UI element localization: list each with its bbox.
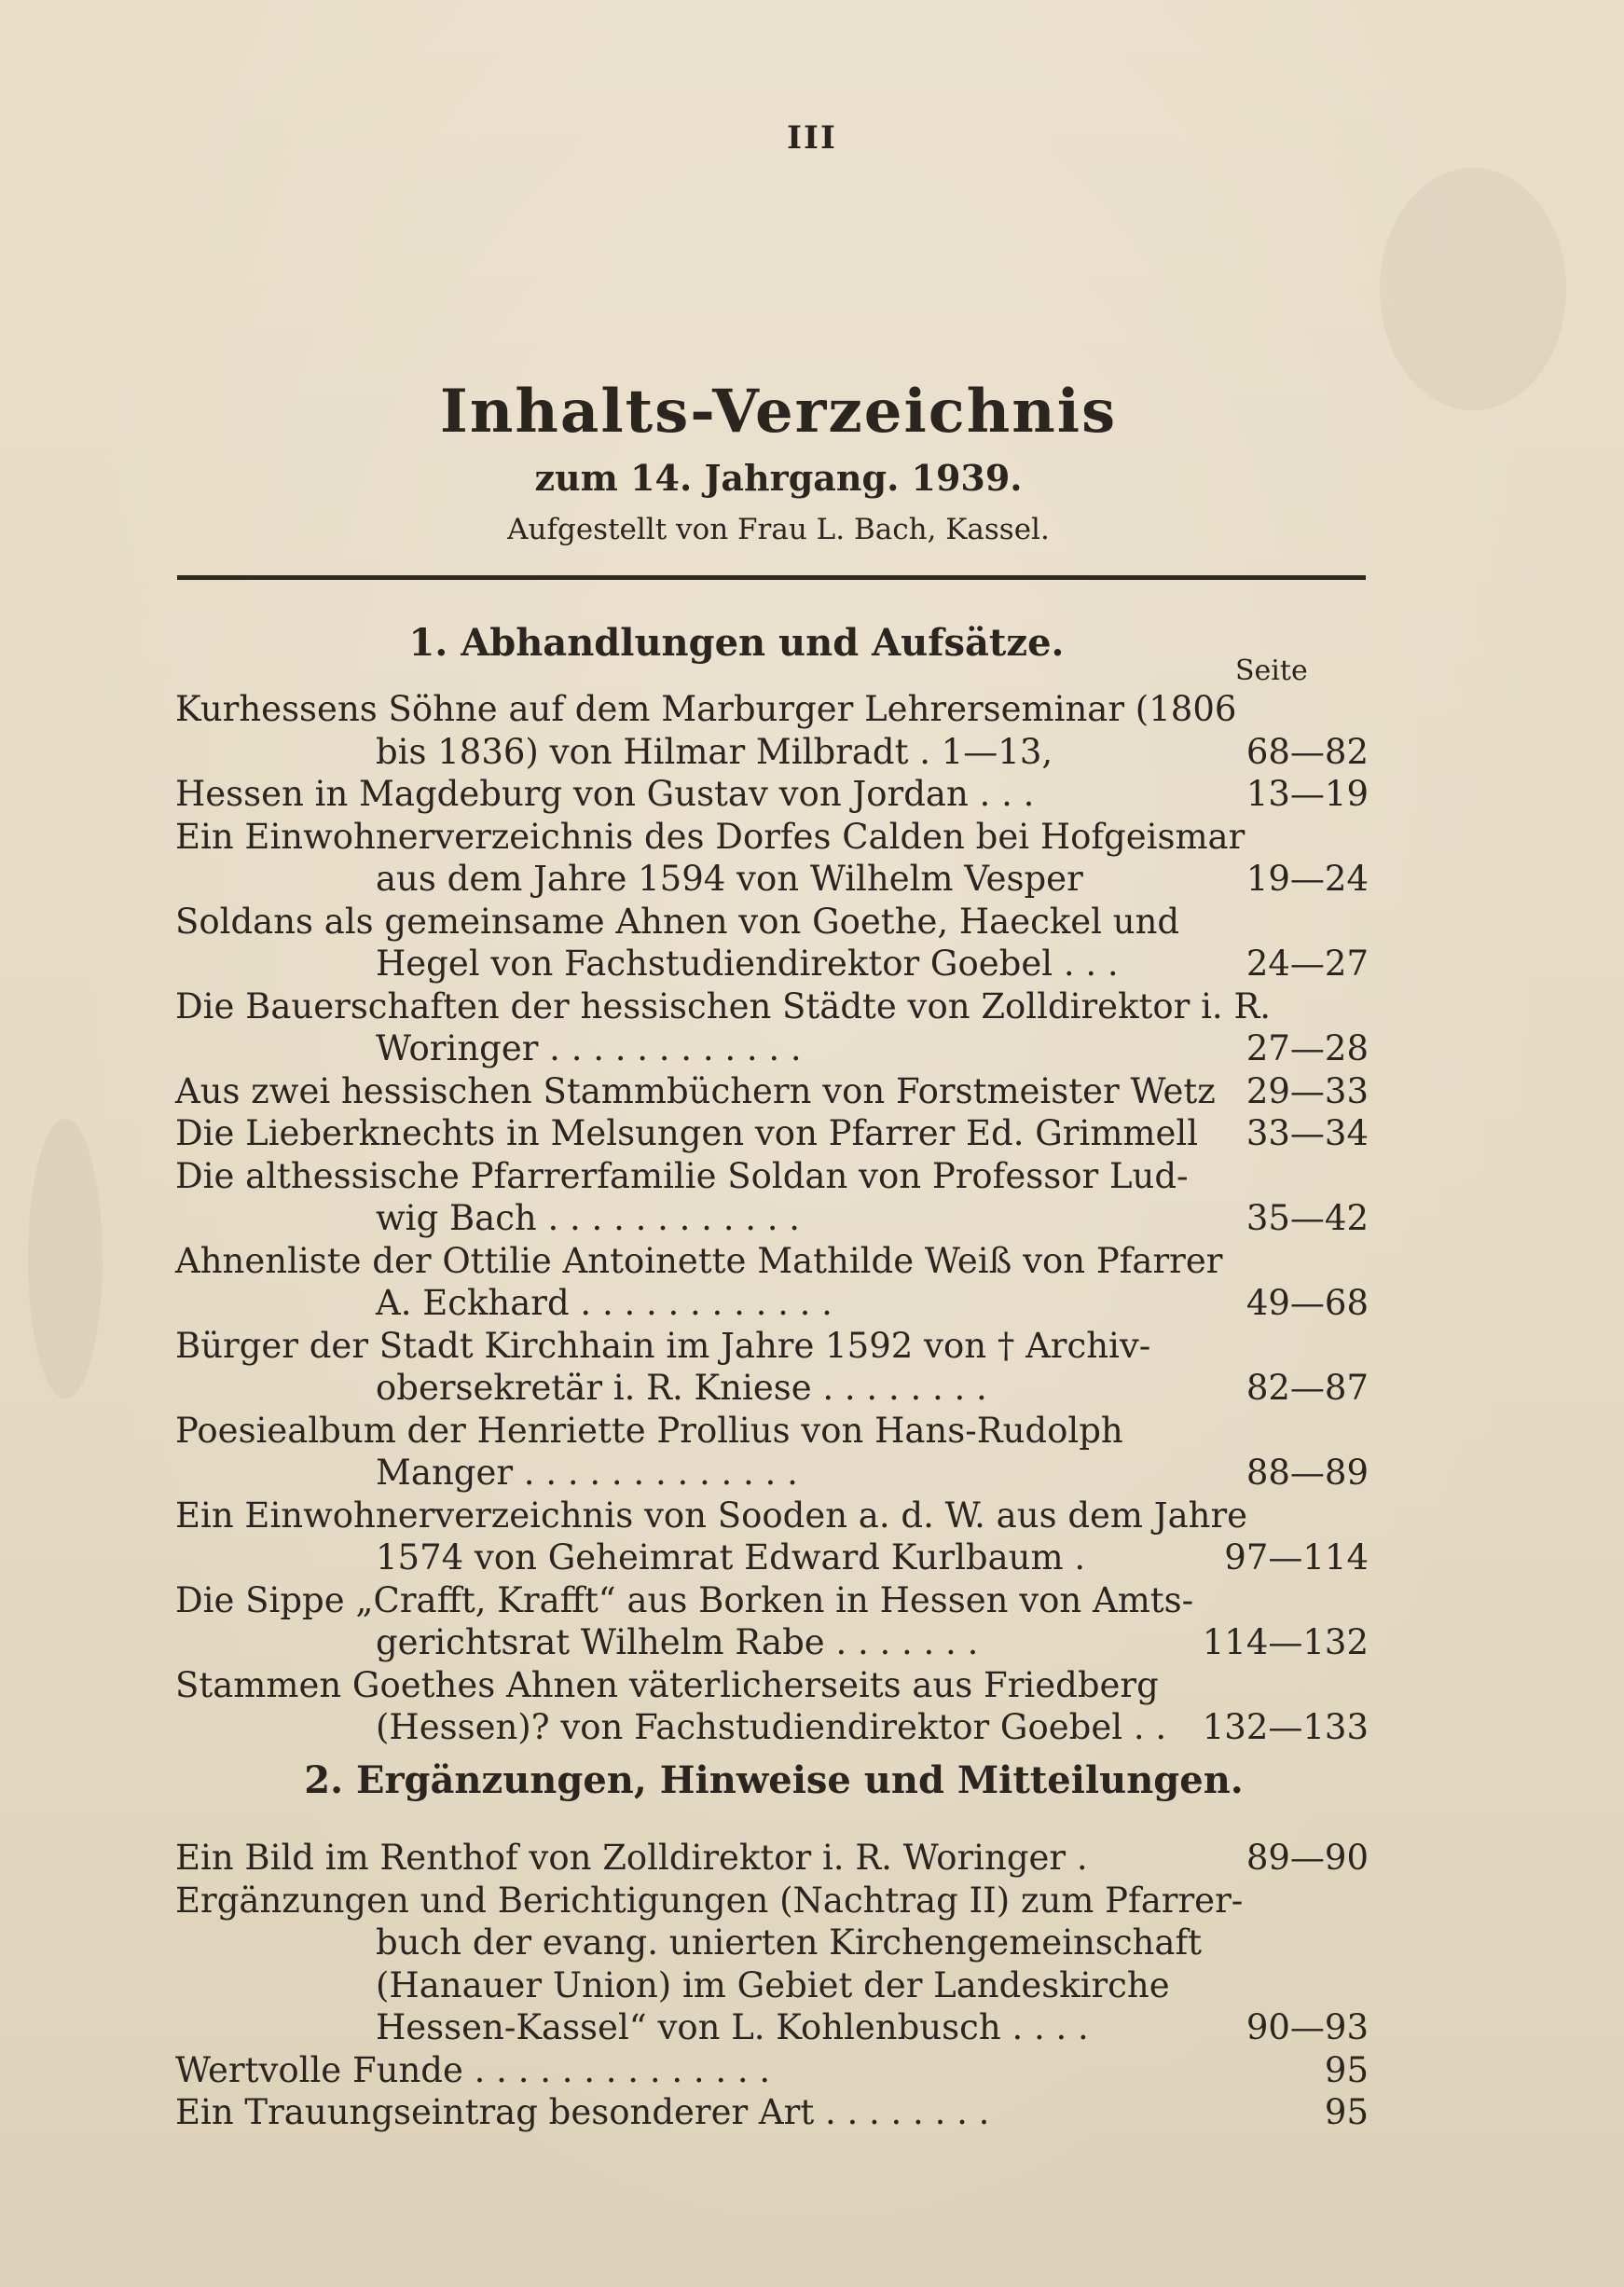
- toc-entry-text: buch der evang. unierten Kirchengemeinschaft: [376, 1922, 1203, 1963]
- toc-entry-line: [175, 858, 1369, 901]
- toc-entry-line: [175, 1664, 1369, 1707]
- toc-entry-line: [175, 2091, 1369, 2134]
- toc-entry-line: [175, 1837, 1369, 1880]
- toc-entry-line: [175, 1536, 1369, 1579]
- toc-entry-page: 82—87: [1246, 1368, 1369, 1408]
- page-column-label: Seite: [1235, 654, 1308, 687]
- toc-entry-line: [175, 1964, 1369, 2007]
- subtitle: zum 14. Jahrgang. 1939.: [534, 457, 1023, 499]
- toc-entry-text: Die althessische Pfarrerfamilie Soldan von Professor Lud-: [175, 1155, 1189, 1196]
- toc-entry-text: Soldans als gemeinsame Ahnen von Goethe, Haeckel und: [175, 901, 1180, 942]
- toc-entry-text: 1574 von Geheimrat Edward Kurlbaum .: [376, 1537, 1086, 1577]
- toc-section-1: [175, 688, 1369, 1749]
- toc-entry-page: 68—82: [1246, 731, 1369, 772]
- toc-entry-text: Stammen Goethes Ahnen väterlicherseits aus Friedberg: [175, 1664, 1159, 1705]
- compiler-line: Aufgestellt von Frau L. Bach, Kassel.: [507, 513, 1050, 546]
- toc-entry-text: Ein Trauungseintrag besonderer Art . . . . . . . .: [175, 2092, 990, 2132]
- toc-entry-page: 132—133: [1202, 1707, 1369, 1747]
- toc-entry-line: [175, 1325, 1369, 1368]
- toc-entry-page: 89—90: [1246, 1838, 1369, 1878]
- toc-entry-text: Ein Einwohnerverzeichnis von Sooden a. d. W. aus dem Jahre: [175, 1495, 1248, 1536]
- toc-entry-line: [175, 1706, 1369, 1749]
- toc-entry-page: 13—19: [1246, 774, 1369, 814]
- toc-entry-line: [175, 1579, 1369, 1622]
- toc-entry-text: aus dem Jahre 1594 von Wilhelm Vesper: [376, 859, 1083, 899]
- toc-entry-text: Hessen-Kassel“ von L. Kohlenbusch . . . .: [376, 2007, 1089, 2047]
- toc-entry-line: [175, 1197, 1369, 1240]
- toc-entry-page: 95: [1324, 2092, 1369, 2132]
- toc-entry-page: 29—33: [1246, 1070, 1369, 1111]
- toc-entry-page: 24—27: [1246, 944, 1369, 984]
- toc-entry-page: 90—93: [1246, 2007, 1369, 2047]
- toc-entry-text: A. Eckhard . . . . . . . . . . . .: [376, 1283, 833, 1323]
- toc-entry-line: [175, 1240, 1369, 1283]
- page-title: Inhalts-Verzeichnis: [439, 377, 1118, 447]
- section-heading: 1. Abhandlungen und Aufsätze.: [408, 621, 1065, 665]
- toc-entry-line: [175, 1112, 1369, 1155]
- toc-entry-text: Die Bauerschaften der hessischen Städte von Zolldirektor i. R.: [175, 985, 1272, 1026]
- page-number: III: [787, 119, 837, 157]
- toc-entry-text: (Hanauer Union) im Gebiet der Landeskirche: [376, 1964, 1170, 2005]
- toc-entry-page: 49—68: [1246, 1283, 1369, 1323]
- toc-entry-text: wig Bach . . . . . . . . . . . .: [376, 1198, 801, 1238]
- toc-entry-page: 114—132: [1202, 1622, 1369, 1662]
- toc-entry-line: [175, 1410, 1369, 1453]
- toc-entry-text: Woringer . . . . . . . . . . . .: [376, 1028, 802, 1068]
- toc-entry-line: [175, 2006, 1369, 2049]
- toc-entry-text: Hegel von Fachstudiendirektor Goebel . . .: [376, 944, 1119, 984]
- toc-entry-text: Aus zwei hessischen Stammbüchern von Forstmeister Wetz: [175, 1070, 1216, 1111]
- paper-stain: [28, 1119, 103, 1398]
- toc-entry-line: [175, 688, 1369, 731]
- toc-entry-text: Ahnenliste der Ottilie Antoinette Mathilde Weiß von Pfarrer: [175, 1240, 1223, 1281]
- toc-entry-text: Die Lieberknechts in Melsungen von Pfarrer Ed. Grimmell: [175, 1113, 1199, 1153]
- toc-entry-line: [175, 985, 1369, 1028]
- toc-entry-page: 19—24: [1246, 859, 1369, 899]
- toc-entry-line: [175, 1070, 1369, 1113]
- toc-entry-text: Manger . . . . . . . . . . . . .: [376, 1453, 798, 1493]
- toc-entry-page: 33—34: [1246, 1113, 1369, 1153]
- toc-entry-line: [175, 1922, 1369, 1964]
- toc-entry-text: Die Sippe „Crafft, Krafft“ aus Borken in Hessen von Amts-: [175, 1579, 1194, 1620]
- toc-entry-page: 27—28: [1246, 1028, 1369, 1068]
- toc-entry-line: [175, 1452, 1369, 1495]
- toc-entry-line: [175, 2049, 1369, 2092]
- toc-entry-text: gerichtsrat Wilhelm Rabe . . . . . . .: [376, 1622, 979, 1662]
- toc-entry-line: [175, 1495, 1369, 1537]
- toc-entry-text: Ein Bild im Renthof von Zolldirektor i. R. Woringer .: [175, 1838, 1088, 1878]
- toc-entry-line: [175, 943, 1369, 985]
- toc-section-2: [175, 1837, 1369, 2134]
- toc-entry-page: 88—89: [1246, 1453, 1369, 1493]
- toc-entry-line: [175, 1880, 1369, 1922]
- toc-entry-line: [175, 731, 1369, 774]
- divider-rule: [177, 575, 1366, 580]
- toc-entry-page: 35—42: [1246, 1198, 1369, 1238]
- toc-entry-line: [175, 1027, 1369, 1070]
- paper-stain: [1380, 168, 1566, 410]
- toc-entry-text: Ergänzungen und Berichtigungen (Nachtrag II) zum Pfarrer-: [175, 1880, 1244, 1921]
- toc-entry-line: [175, 1367, 1369, 1410]
- title-block: [177, 373, 1380, 550]
- toc-entry-line: [175, 1282, 1369, 1325]
- toc-entry-page: 95: [1324, 2049, 1369, 2090]
- section-heading: 2. Ergänzungen, Hinweise und Mitteilungen.: [304, 1758, 1244, 1802]
- toc-entry-line: [175, 1621, 1369, 1664]
- toc-entry-line: [175, 901, 1369, 944]
- toc-entry-text: Poesiealbum der Henriette Prollius von Hans-Rudolph: [175, 1410, 1123, 1451]
- toc-entry-text: Bürger der Stadt Kirchhain im Jahre 1592 von † Archiv-: [175, 1325, 1151, 1366]
- toc-entry-page: 97—114: [1224, 1537, 1369, 1577]
- toc-entry-text: (Hessen)? von Fachstudiendirektor Goebel . .: [376, 1707, 1167, 1747]
- toc-entry-text: Hessen in Magdeburg von Gustav von Jordan . . .: [175, 774, 1035, 814]
- toc-entry-line: [175, 773, 1369, 816]
- toc-entry-text: Ein Einwohnerverzeichnis des Dorfes Calden bei Hofgeismar: [175, 816, 1246, 857]
- toc-entry-text: Kurhessens Söhne auf dem Marburger Lehrerseminar (1806: [175, 689, 1237, 729]
- toc-entry-line: [175, 816, 1369, 859]
- toc-entry-text: bis 1836) von Hilmar Milbradt . 1—13,: [376, 731, 1053, 772]
- toc-entry-text: Wertvolle Funde . . . . . . . . . . . . . .: [175, 2049, 771, 2090]
- toc-entry-text: obersekretär i. R. Kniese . . . . . . . .: [376, 1368, 987, 1408]
- toc-entry-line: [175, 1155, 1369, 1198]
